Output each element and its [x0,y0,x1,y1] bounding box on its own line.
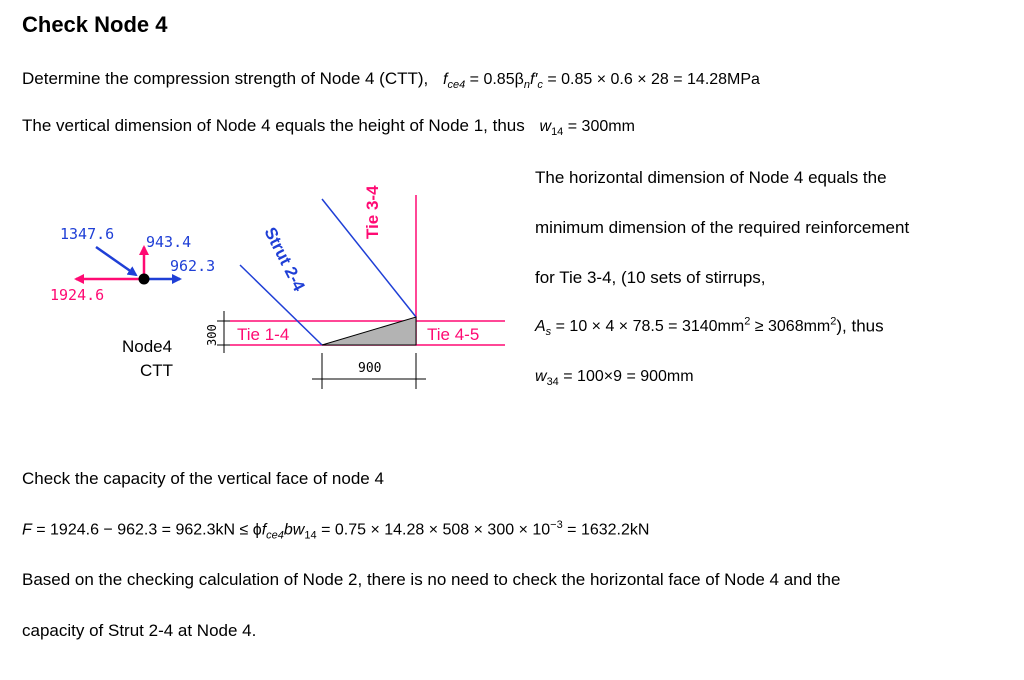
right-text-line-1: The horizontal dimension of Node 4 equals the [535,168,887,187]
check-heading: Check the capacity of the vertical face of node 4 [22,469,384,488]
w34-line [535,366,694,388]
force-1347-arrow [96,247,136,275]
capacity-expr2: = 0.75 × 14.28 × 508 × 300 × 10 [321,521,551,539]
fce4-symbol: f [261,521,267,539]
node4-diagram [40,175,520,405]
capacity-formula [22,519,649,542]
f-ce4-sub: ce4 [447,79,466,92]
line1-text: Determine the compression strength of Node 4 (CTT), [22,69,429,88]
node4-point [139,274,150,285]
bw-symbol: bw [283,521,305,539]
right-text-line-3: for Tie 3-4, (10 sets of stirrups, [535,268,766,287]
as-line [535,316,884,339]
fc-sub: c [537,79,543,92]
w14-symbol: w [539,118,552,135]
w14-sub: 14 [551,126,564,139]
as-tail: ), thus [836,316,884,336]
as-symbol: A [535,318,546,336]
strut-24-label: Strut 2-4 [260,224,309,295]
f-ce4-rhs: = 0.85β [469,71,524,88]
as-expr: = 10 × 4 × 78.5 = 3140mm [555,318,745,336]
conclusion-line-1: Based on the checking calculation of Node 2, there is no need to check the horizontal face of Node 4 and the [22,570,841,589]
dim-900-label: 900 [358,361,382,376]
beta-n-sub: n [523,79,530,92]
w34-sub: 34 [546,376,559,389]
F-expr1: = 1924.6 − 962.3 = 962.3kN ≤ ϕ [36,521,262,539]
right-text-line-2: minimum dimension of the required reinforcement [535,218,910,237]
line2-text: The vertical dimension of Node 4 equals the height of Node 1, thus [22,116,525,135]
conclusion-line-2: capacity of Strut 2-4 at Node 4. [22,621,257,640]
node4-label: Node4 [122,337,173,356]
w34-symbol: w [535,368,547,385]
fce4-sub: ce4 [266,529,284,542]
force-1347-label: 1347.6 [60,225,115,243]
tie-34-label: Tie 3-4 [363,185,382,239]
fc-symbol: f′ [529,71,538,88]
node4-type: CTT [140,361,174,380]
capacity-result: = 1632.2kN [567,521,650,539]
capacity-sup: −3 [550,519,563,531]
compression-strength-line [22,69,760,91]
f-ce4-result: = 0.85 × 0.6 × 28 = 14.28MPa [547,71,760,88]
force-962-label: 962.3 [170,257,216,275]
w14-value: = 300mm [567,118,635,135]
tie-14-label: Tie 1-4 [237,325,290,344]
F-symbol: F [22,521,32,539]
page-title: Check Node 4 [22,12,168,37]
as-sup: 2 [744,316,751,328]
bw-sub: 14 [304,529,317,542]
vertical-dimension-line [22,116,635,138]
as-sup2: 2 [830,316,837,328]
w34-expr: = 100×9 = 900mm [563,368,694,385]
as-expr2: ≥ 3068mm [754,318,831,336]
f-ce4-symbol: f [443,71,448,88]
force-943-label: 943.4 [146,233,192,251]
tie-45-label: Tie 4-5 [427,325,480,344]
as-sub: s [545,326,552,339]
dim-300-label: 300 [205,324,219,346]
force-1924-label: 1924.6 [50,286,105,304]
